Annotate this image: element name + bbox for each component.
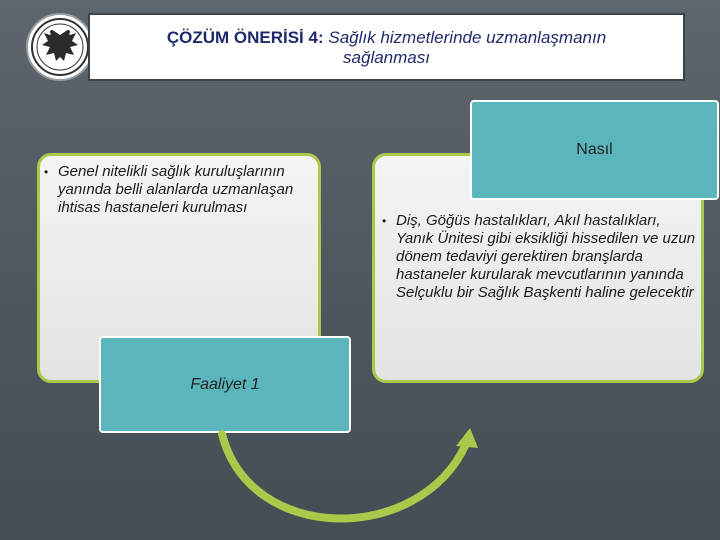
right-bullet-item: • Diş, Göğüs hastalıkları, Akıl hastalıkları, Yanık Ünitesi gibi eksikliği hissedilen ve uzun dönem tedaviyi gerektiren branşlarda hastaneler kurularak mevcutlarının yanında Selçuklu bir Sağlık Başkenti haline gelecektir — [380, 212, 698, 302]
title-prefix: ÇÖZÜM ÖNERİSİ 4: — [166, 28, 324, 47]
nasil-label: Nasıl — [576, 141, 613, 158]
left-bullet-item: • Genel nitelikli sağlık kuruluşlarının yanında belli alanlarda uzmanlaşan ihtisas hastaneleri kurulması — [42, 163, 302, 217]
title-text-line2: sağlanması — [343, 48, 430, 67]
title-text-line1: Sağlık hizmetlerinde uzmanlaşmanın — [328, 28, 607, 47]
faaliyet-label: Faaliyet 1 — [190, 375, 260, 393]
